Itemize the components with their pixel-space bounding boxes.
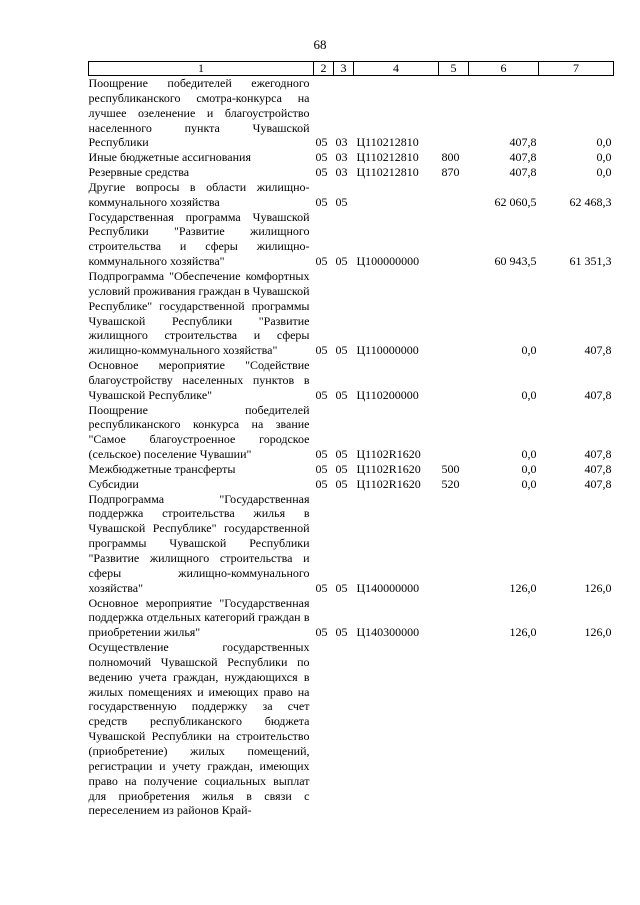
row-amount-1: 0,0 [521, 461, 537, 476]
row-target-article: Ц110212810 [356, 165, 419, 180]
row-expense-type: 520 [441, 476, 460, 491]
row-subsection: 05 [335, 625, 348, 640]
row-subsection: 03 [335, 135, 348, 150]
row-expense-type [439, 180, 469, 210]
row-expense-type [439, 210, 469, 269]
row-amount-2 [539, 640, 614, 818]
row-target-article: Ц140300000 [356, 625, 420, 640]
row-amount-2: 126,0 [584, 625, 612, 640]
row-expense-type: 500 [441, 461, 460, 476]
table-row [89, 150, 614, 165]
row-target-article: Ц110212810 [356, 135, 419, 150]
row-subsection: 05 [335, 387, 348, 402]
row-name: Субсидии [88, 476, 139, 491]
row-amount-2: 407,8 [584, 461, 612, 476]
row-name: Резервные средства [88, 165, 190, 180]
row-section: 05 [315, 625, 328, 640]
row-amount-1: 407,8 [509, 135, 537, 150]
table-row [89, 403, 614, 462]
header-col-6: 6 [469, 62, 539, 76]
table-row [89, 76, 614, 151]
row-amount-1: 407,8 [509, 165, 537, 180]
row-target-article: Ц110200000 [356, 387, 419, 402]
row-section [314, 640, 334, 818]
row-amount-1: 407,8 [509, 150, 537, 165]
table-row [89, 640, 614, 818]
row-section: 05 [315, 580, 328, 595]
header-col-4: 4 [354, 62, 439, 76]
row-target-article: Ц1102R1620 [356, 447, 421, 462]
header-col-3: 3 [334, 62, 354, 76]
row-name: Поощрение победителей ежегодного республиканского смотра-конкурса на лучшее озеленение и благоустройство населенного пункта Чувашской Республики [88, 76, 310, 150]
row-expense-type [439, 358, 469, 403]
row-section: 05 [315, 150, 328, 165]
row-amount-1: 0,0 [521, 387, 537, 402]
row-amount-2: 61 351,3 [569, 254, 612, 269]
row-subsection: 05 [335, 447, 348, 462]
row-target-article: Ц1102R1620 [356, 461, 421, 476]
row-expense-type [439, 596, 469, 641]
row-expense-type [439, 269, 469, 358]
row-amount-2: 126,0 [584, 580, 612, 595]
row-expense-type: 800 [441, 150, 460, 165]
row-amount-1: 60 943,5 [494, 254, 537, 269]
row-target-article: Ц110000000 [356, 343, 419, 358]
row-target-article: Ц140000000 [356, 580, 420, 595]
row-amount-2: 0,0 [596, 150, 612, 165]
row-amount-1: 0,0 [521, 476, 537, 491]
row-target-article: Ц110212810 [356, 150, 419, 165]
row-target-article: Ц1102R1620 [356, 476, 421, 491]
header-col-2: 2 [314, 62, 334, 76]
row-name: Межбюджетные трансферты [88, 461, 236, 476]
row-section: 05 [315, 254, 328, 269]
row-amount-2: 407,8 [584, 447, 612, 462]
row-name: Основное мероприятие "Содействие благоустройству населенных пунктов в Чувашской Республике" [88, 358, 310, 402]
row-amount-2: 0,0 [596, 135, 612, 150]
row-name: Подпрограмма "Государственная поддержка строительства жилья в Чувашской Республике" государственной программы Чувашской Республики "Развитие жилищного строительства и сферы жилищно-коммунального хозяйства" [88, 491, 310, 595]
table-row [89, 165, 614, 180]
row-amount-2: 407,8 [584, 343, 612, 358]
budget-table [88, 61, 614, 818]
row-target-article [354, 180, 439, 210]
row-subsection: 05 [335, 343, 348, 358]
row-name: Другие вопросы в области жилищно-коммунального хозяйства [88, 179, 310, 209]
row-name: Основное мероприятие "Государственная поддержка отдельных категорий граждан в приобретении жилья" [88, 595, 310, 640]
row-subsection: 05 [335, 254, 348, 269]
row-section: 05 [315, 476, 328, 491]
header-col-5: 5 [439, 62, 469, 76]
table-row [89, 358, 614, 403]
row-subsection: 05 [335, 580, 348, 595]
row-section: 05 [315, 447, 328, 462]
row-section: 05 [315, 135, 328, 150]
table-row [89, 180, 614, 210]
row-name: Подпрограмма "Обеспечение комфортных условий проживания граждан в Чувашской Республике" государственной программы Чувашской Республики "Развитие жилищного строительства и сферы жилищно-коммунального хозяйства" [88, 268, 310, 358]
row-subsection: 03 [335, 150, 348, 165]
row-target-article [354, 640, 439, 818]
row-amount-1: 126,0 [509, 580, 537, 595]
row-amount-1: 0,0 [521, 447, 537, 462]
table-body [89, 76, 614, 819]
row-expense-type [439, 403, 469, 462]
row-amount-2: 407,8 [584, 476, 612, 491]
row-amount-2: 62 468,3 [569, 194, 612, 209]
row-amount-1: 126,0 [509, 625, 537, 640]
header-col-7: 7 [539, 62, 614, 76]
row-amount-2: 0,0 [596, 165, 612, 180]
row-subsection: 05 [335, 461, 348, 476]
row-target-article: Ц100000000 [356, 254, 420, 269]
table-row [89, 492, 614, 596]
row-amount-1 [469, 640, 539, 818]
row-section: 05 [315, 461, 328, 476]
page-number: 68 [313, 37, 327, 52]
row-expense-type: 870 [441, 165, 460, 180]
table-header [89, 62, 614, 76]
header-row [89, 62, 614, 76]
row-subsection: 05 [335, 194, 348, 209]
row-amount-1: 62 060,5 [494, 194, 537, 209]
table-row [89, 210, 614, 269]
row-expense-type [439, 76, 469, 151]
row-amount-2: 407,8 [584, 387, 612, 402]
row-name: Осуществление государственных полномочий Чувашской Республики по ведению учета граждан, нуждающихся в жилых помещениях и имеющих право на государственную поддержку за счет средств республиканского бюджета Чувашской Республики на строительство (приобретение) жилых помещений, регистрации и учету граждан, имеющих право на получение социальных выплат для приобретения жилья в связи с переселением из районов Край- [88, 640, 310, 818]
table-row [89, 269, 614, 358]
row-section: 05 [315, 194, 328, 209]
row-section: 05 [315, 387, 328, 402]
table-row [89, 596, 614, 641]
table-row [89, 462, 614, 477]
row-expense-type [439, 640, 469, 818]
row-section: 05 [315, 165, 328, 180]
row-section: 05 [315, 343, 328, 358]
row-expense-type [439, 492, 469, 596]
row-subsection [334, 640, 354, 818]
row-name: Иные бюджетные ассигнования [88, 150, 251, 165]
row-amount-1: 0,0 [521, 343, 537, 358]
row-name: Государственная программа Чувашской Республики "Развитие жилищного строительства и сферы жилищно-коммунального хозяйства" [88, 209, 310, 269]
row-name: Поощрение победителей республиканского конкурса на звание "Самое благоустроенное городское (сельское) поселение Чувашии" [88, 402, 310, 462]
header-col-1: 1 [89, 62, 314, 76]
row-subsection: 03 [335, 165, 348, 180]
table-row [89, 477, 614, 492]
row-subsection: 05 [335, 476, 348, 491]
